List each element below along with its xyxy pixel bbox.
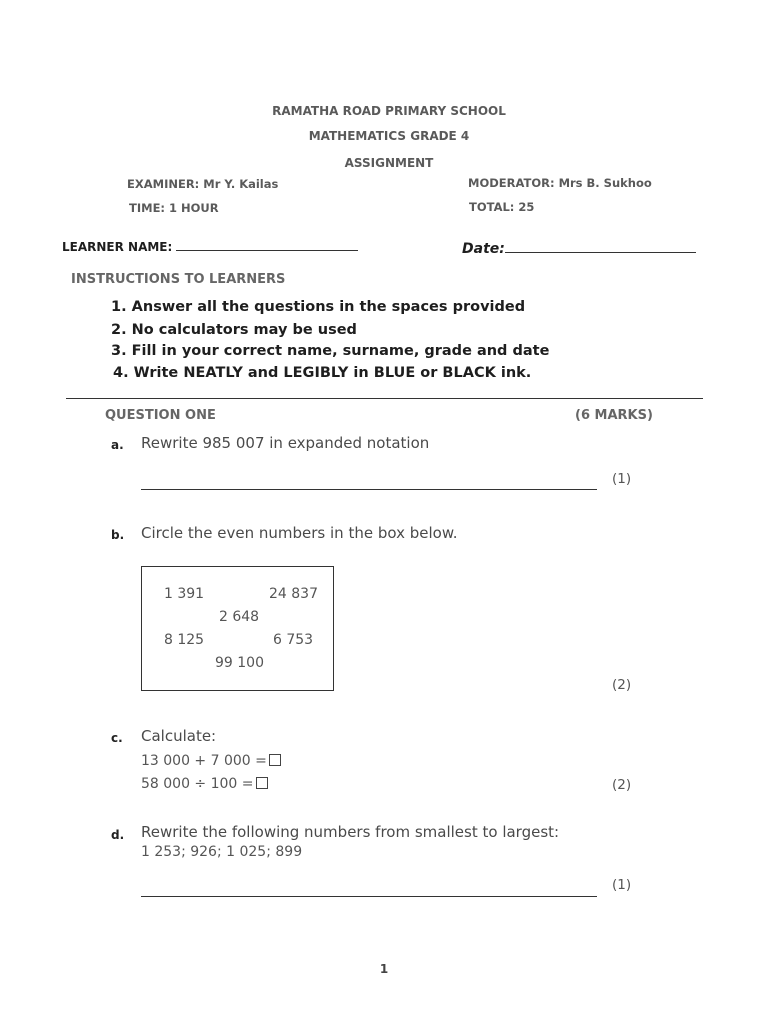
instruction-item: 3. Fill in your correct name, surname, grade and date	[111, 343, 550, 359]
learner-name-label: LEARNER NAME:	[62, 240, 173, 254]
instructions-title: INSTRUCTIONS TO LEARNERS	[71, 272, 286, 287]
date-field[interactable]	[505, 252, 696, 253]
time-allowed: TIME: 1 HOUR	[129, 201, 219, 215]
calculation-2-text: 58 000 ÷ 100 =	[141, 776, 254, 792]
answer-line-a[interactable]	[141, 489, 597, 490]
question-d-numbers: 1 253; 926; 1 025; 899	[141, 844, 303, 860]
question-title: QUESTION ONE	[105, 408, 216, 423]
question-d-label: d.	[111, 828, 125, 842]
instruction-item: 1. Answer all the questions in the spaces provided	[111, 299, 526, 315]
number-box	[141, 566, 334, 691]
school-name: RAMATHA ROAD PRIMARY SCHOOL	[272, 104, 506, 118]
date-row	[462, 241, 696, 257]
question-b-mark: (2)	[612, 677, 632, 693]
question-b-label: b.	[111, 528, 125, 542]
answer-line-d[interactable]	[141, 896, 597, 897]
date-label: Date:	[462, 241, 505, 257]
examiner: EXAMINER: Mr Y. Kailas	[127, 177, 279, 191]
answer-box-icon[interactable]	[256, 777, 268, 789]
question-a-label: a.	[111, 438, 124, 452]
instruction-item: 4. Write NEATLY and LEGIBLY in BLUE or BLACK ink.	[113, 365, 532, 381]
subject-title: MATHEMATICS GRADE 4	[308, 129, 470, 143]
question-d-mark: (1)	[612, 877, 632, 893]
learner-name-field[interactable]	[176, 250, 358, 251]
box-number[interactable]: 24 837	[269, 586, 318, 602]
box-number[interactable]: 99 100	[215, 655, 264, 671]
section-divider	[66, 398, 703, 399]
document-type: ASSIGNMENT	[344, 156, 434, 170]
question-c-mark: (2)	[612, 777, 632, 793]
learner-name-row	[62, 240, 358, 254]
question-c-text: Calculate:	[141, 727, 217, 745]
instruction-item: 2. No calculators may be used	[111, 322, 357, 338]
question-a-text: Rewrite 985 007 in expanded notation	[141, 434, 430, 452]
box-number[interactable]: 2 648	[219, 609, 260, 625]
box-number[interactable]: 8 125	[164, 632, 205, 648]
box-number[interactable]: 6 753	[273, 632, 314, 648]
calculation-1-text: 13 000 + 7 000 =	[141, 753, 267, 769]
moderator: MODERATOR: Mrs B. Sukhoo	[468, 176, 652, 190]
question-a-mark: (1)	[612, 471, 632, 487]
question-marks: (6 MARKS)	[575, 408, 653, 423]
page-number: 1	[379, 962, 389, 976]
calculation-1	[141, 753, 281, 769]
total-marks: TOTAL: 25	[469, 200, 535, 214]
answer-box-icon[interactable]	[269, 754, 281, 766]
calculation-2	[141, 776, 268, 792]
question-b-text: Circle the even numbers in the box below.	[141, 524, 458, 542]
question-c-label: c.	[111, 731, 123, 745]
box-number[interactable]: 1 391	[164, 586, 205, 602]
question-d-text: Rewrite the following numbers from smallest to largest:	[141, 823, 560, 841]
